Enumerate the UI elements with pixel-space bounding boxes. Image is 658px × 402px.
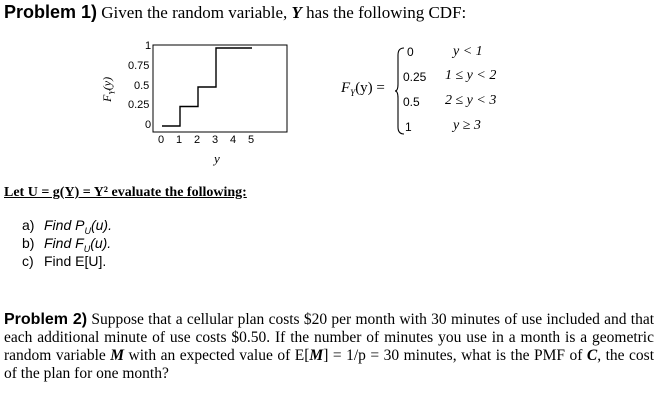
x-tick-1: 1 (176, 134, 183, 146)
x-tick-4: 4 (230, 134, 237, 146)
piecewise-value-1: 0.25 (403, 70, 427, 84)
piecewise-cond-2: 2 ≤ y < 3 (445, 93, 497, 108)
problem2-var-m: M (110, 347, 125, 364)
piecewise-cond-1: 1 ≤ y < 2 (445, 68, 497, 83)
problem1-var: Y (291, 3, 302, 22)
y-axis-label-f: F (100, 94, 114, 102)
task-a (22, 217, 112, 236)
problem2-var-m2: M (309, 347, 324, 364)
x-tick-5: 5 (248, 134, 255, 146)
problem1-intro-b: has the following CDF: (301, 3, 467, 22)
y-axis-label (100, 77, 116, 102)
x-axis-label: y (214, 151, 220, 166)
piecewise-value-2: 0.5 (403, 95, 420, 109)
task-c-marker: c) (22, 253, 34, 269)
cdf-plot-svg (96, 40, 296, 180)
y-tick-1: 1 (145, 40, 152, 52)
problem2-body-d: , the cost of the plan for one month? (4, 347, 655, 382)
problem1-intro-a: Given the random variable, (97, 3, 292, 22)
task-b-text: Find F (44, 235, 84, 251)
let-line: Let U = g(Y) = Y² evaluate the following: (4, 185, 247, 200)
task-c (22, 253, 106, 269)
problem2-body-c: ] = 1/p = 30 minutes, what is the PMF of (323, 347, 587, 364)
task-b-marker: b) (22, 235, 35, 251)
y-axis-label-sub: Y (107, 90, 117, 95)
task-c-text: Find E[U]. (44, 253, 107, 269)
piecewise-lhs-rest: (y) = (355, 80, 385, 96)
task-a-sub: U (84, 225, 91, 236)
problem2-statement (4, 311, 654, 383)
problem2-body-a: Suppose that a cellular plan costs $20 per month with 30 minutes of use included and that each additional minute of use costs $0.50. If the number of minutes you use in a month is a geometric random variable (4, 311, 654, 364)
problem2-var-c: C (586, 347, 598, 364)
task-b (22, 235, 111, 254)
task-a-text: Find P (44, 217, 85, 233)
x-tick-3: 3 (212, 134, 219, 146)
y-tick-0.5: 0.5 (134, 80, 150, 92)
cdf-graph (96, 40, 296, 180)
piecewise-lhs-f: F (341, 80, 351, 96)
piecewise-cond-0: y < 1 (453, 44, 483, 59)
task-a-marker: a) (22, 217, 35, 233)
problem2-body-b: with an expected value of E[ (124, 347, 310, 364)
y-tick-0: 0 (145, 119, 152, 131)
task-a-rest: (u). (90, 217, 112, 233)
plot-frame (153, 45, 287, 132)
y-tick-0.75: 0.75 (128, 60, 150, 72)
left-brace-icon (395, 47, 405, 135)
x-tick-2: 2 (194, 134, 201, 146)
problem1-statement (4, 2, 466, 23)
piecewise-lhs-sub: Y (350, 88, 356, 98)
piecewise-cdf (337, 40, 637, 140)
piecewise-value-0: 0 (407, 45, 414, 59)
cdf-steps (162, 48, 252, 126)
task-b-sub: U (83, 243, 91, 254)
cdf-step-line (162, 48, 252, 126)
problem1-label: Problem 1) (4, 2, 98, 22)
task-b-rest: (u). (90, 235, 112, 251)
piecewise-lhs (341, 80, 385, 98)
y-axis-label-arg: (y) (100, 76, 114, 91)
piecewise-value-3: 1 (405, 120, 412, 134)
x-tick-0: 0 (158, 134, 165, 146)
piecewise-cond-3: y ≥ 3 (453, 118, 481, 133)
problem2-label: Problem 2) (4, 311, 88, 328)
y-tick-0.25: 0.25 (128, 99, 150, 111)
